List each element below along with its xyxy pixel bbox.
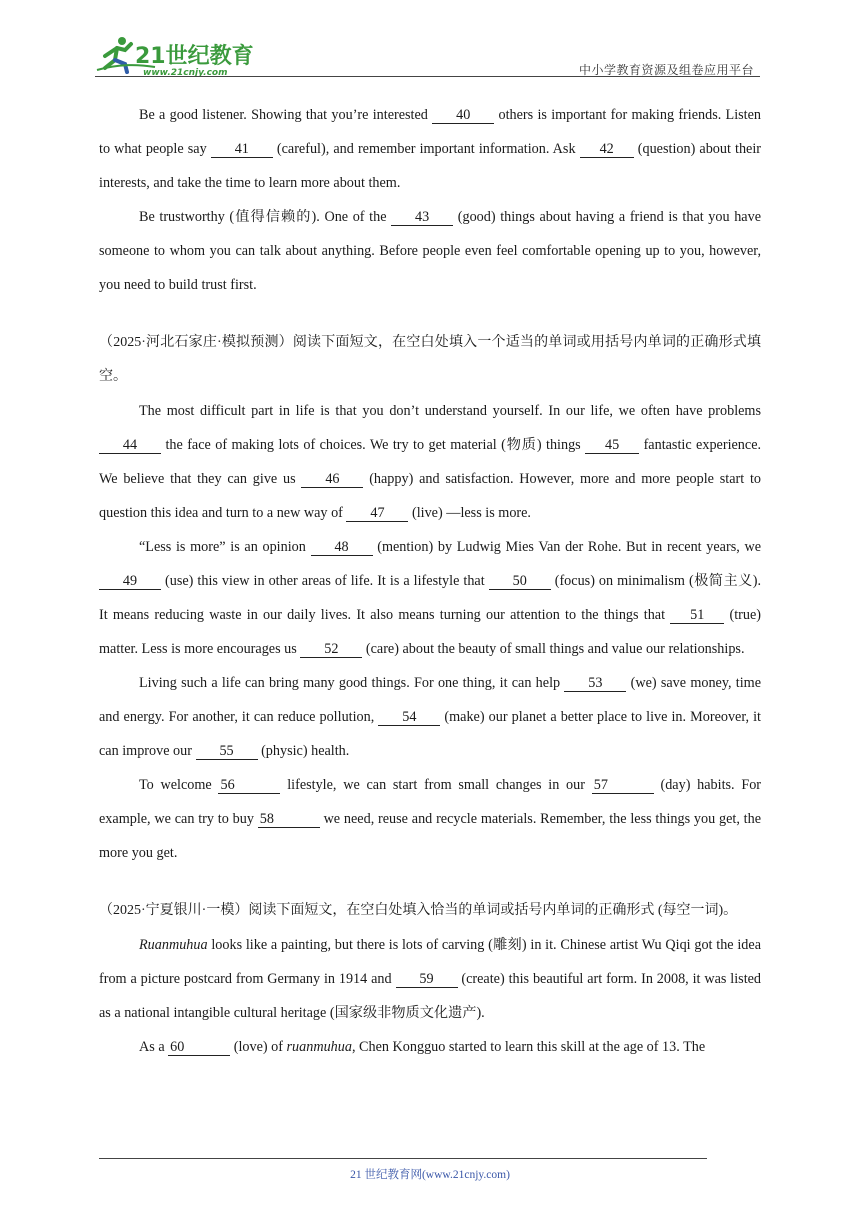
paragraph-listener: Be a good listener. Showing that you’re interested 40 others is important for making friends. Listen to what people say 41 (careful), and remember important information. Ask 42 (question) about their interests, and take the time to learn more about them. (99, 107, 762, 191)
blank-44[interactable]: 44 (99, 437, 161, 454)
blank-50[interactable]: 50 (489, 573, 551, 590)
paragraph-ruanmuhua-1: Ruanmuhua looks like a painting, but there is lots of carving (雕刻) in it. Chinese artist Wu Qiqi got the idea from a picture postcard from Germany in 1914 and 59 (create) this beautiful art form. In 2008, it was listed as a national intangible cultural heritage (国家级非物质文化遗产). (99, 937, 762, 1021)
platform-name: 中小学教育资源及组卷应用平台 (578, 63, 754, 77)
blank-57[interactable]: 57 (592, 777, 654, 794)
logo-url: www.21cnjy.com (143, 68, 228, 78)
blank-52[interactable]: 52 (300, 641, 362, 658)
paragraph-welcome: To welcome 56 lifestyle, we can start from small changes in our 57 (day) habits. For example, we can try to buy 58 we need, reuse and recycle materials. Remember, the less things you get, the more you get. (99, 777, 762, 861)
paragraph-ruanmuhua-2: As a 60 (love) of ruanmuhua, Chen Kongguo started to learn this skill at the age of 13. The (139, 1039, 706, 1055)
blank-47[interactable]: 47 (346, 505, 408, 522)
paragraph-good-things: Living such a life can bring many good things. For one thing, it can help 53 (we) save money, time and energy. For another, it can reduce pollution, 54 (make) our planet a better place to live in. Moreover, it can improve our 55 (physic) health. (99, 675, 762, 759)
logo (95, 34, 265, 78)
blank-41[interactable]: 41 (211, 141, 273, 158)
paragraph-less-is-more-2: “Less is more” is an opinion 48 (mention) by Ludwig Mies Van der Rohe. But in recent years, we 49 (use) this view in other areas of life. It is a lifestyle that 50 (focus) on minimalism (极简主义). It means reducing waste in our daily lives. It also means turning our attention to the things that 51 (true) matter. Less is more encourages us 52 (care) about the beauty of small things and value our relationships. (99, 539, 762, 657)
section-intro-shijiazhuang: （2025·河北石家庄·模拟预测）阅读下面短文，在空白处填入一个适当的单词或用括号内单词的正确形式填空。 (99, 335, 761, 384)
footer-divider (99, 1158, 707, 1159)
blank-55[interactable]: 55 (196, 743, 258, 760)
blank-42[interactable]: 42 (580, 141, 634, 158)
page-header (95, 34, 760, 78)
blank-46[interactable]: 46 (301, 471, 363, 488)
page-footer: 21 世纪教育网(www.21cnjy.com) (350, 1169, 510, 1181)
logo-text: 21世纪教育 (135, 44, 254, 69)
document-body (99, 98, 761, 1064)
blank-60[interactable]: 60 (168, 1039, 230, 1056)
blank-45[interactable]: 45 (585, 437, 639, 454)
blank-56[interactable]: 56 (218, 777, 280, 794)
header-divider (95, 76, 760, 77)
blank-59[interactable]: 59 (396, 971, 458, 988)
blank-53[interactable]: 53 (564, 675, 626, 692)
blank-43[interactable]: 43 (391, 209, 453, 226)
blank-58[interactable]: 58 (258, 811, 320, 828)
blank-40[interactable]: 40 (432, 107, 494, 124)
blank-49[interactable]: 49 (99, 573, 161, 590)
section-intro-yinchuan: （2025·宁夏银川·一模）阅读下面短文，在空白处填入恰当的单词或括号内单词的正确形式 (每空一词)。 (99, 903, 738, 918)
blank-54[interactable]: 54 (378, 709, 440, 726)
paragraph-trustworthy: Be trustworthy (值得信赖的). One of the 43 (good) things about having a friend is that you have someone to whom you can talk about anything. Before people even feel comfortable opening up to you, however, you need to build trust first. (99, 209, 761, 293)
paragraph-less-is-more-1: The most difficult part in life is that you don’t understand yourself. In our life, we often have problems 44 the face of making lots of choices. We try to get material (物质) things 45 fantastic experience. We believe that they can give us 46 (happy) and satisfaction. However, more and more people start to question this idea and turn to a new way of 47 (live) —less is more. (99, 403, 762, 521)
runner-logo-icon (95, 34, 265, 78)
blank-51[interactable]: 51 (670, 607, 724, 624)
blank-48[interactable]: 48 (311, 539, 373, 556)
